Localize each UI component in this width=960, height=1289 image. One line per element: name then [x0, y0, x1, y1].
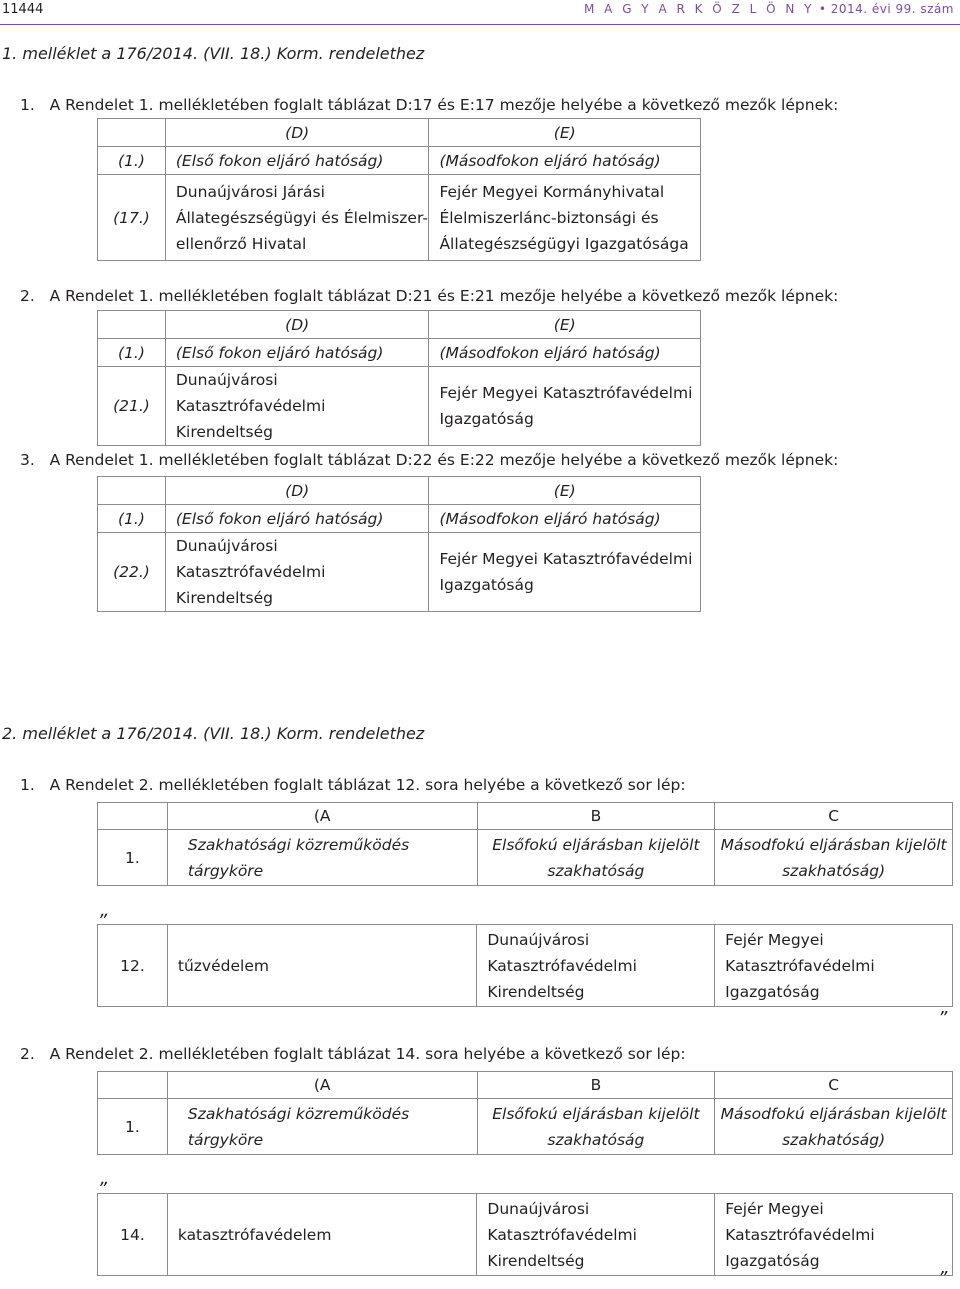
col-d-header: (D): [165, 311, 429, 339]
head-a: Szakhatósági közreműködés tárgyköre: [167, 1099, 477, 1155]
cell-line: Dunaújvárosi: [487, 930, 590, 949]
cell-line: Dunaújvárosi Járási: [175, 182, 325, 201]
col-e-header: (E): [429, 119, 701, 147]
col-d-header: (D): [165, 477, 429, 505]
head-c: [715, 1099, 953, 1155]
cell-line: Másodfokú eljárásban kijelölt: [720, 835, 947, 854]
cell-line: Kirendeltség: [487, 982, 585, 1001]
row-label: (1.): [98, 339, 166, 367]
row-b: [477, 925, 715, 1007]
cell-e: [429, 175, 701, 261]
annex1-title: 1. melléklet a 176/2014. (VII. 18.) Korm. rendelethez: [2, 44, 425, 63]
col-a-header: (A: [167, 803, 477, 830]
open-quote: „: [100, 1168, 110, 1189]
head-e: (Másodfokon eljáró hatóság): [429, 147, 701, 175]
close-quote: ”: [938, 1268, 948, 1289]
col-e-header: (E): [429, 311, 701, 339]
close-quote: ”: [938, 1008, 948, 1029]
col-d-header: (D): [165, 119, 429, 147]
annex1-table3: [97, 476, 701, 612]
journal-title: M A G Y A R K Ö Z L Ö N Y: [584, 2, 815, 16]
cell-line: szakhatóság): [782, 861, 886, 880]
annex1-item3-text: 3. A Rendelet 1. mellékletében foglalt táblázat D:22 és E:22 mezője helyébe a következő mezők lépnek:: [20, 451, 839, 469]
annex2-item1-text: 1. A Rendelet 2. mellékletében foglalt táblázat 12. sora helyébe a következő sor lép:: [20, 776, 686, 794]
cell-line: Állategészségügyi és Élelmiszer-: [175, 208, 428, 227]
cell-line: Fejér Megyei Katasztrófavédelmi: [439, 550, 693, 568]
cell-line: Igazgatóság: [725, 982, 820, 1001]
cell-line: Igazgatóság: [439, 410, 534, 428]
annex2-table1-header: [97, 802, 953, 886]
head-e: (Másodfokon eljáró hatóság): [429, 339, 701, 367]
cell-line: szakhatóság: [547, 1130, 645, 1149]
head-a: Szakhatósági közreműködés tárgyköre: [167, 830, 477, 886]
col-c-header: C: [715, 803, 953, 830]
cell-line: Fejér Megyei Katasztrófavédelmi: [439, 384, 693, 402]
cell-line: Igazgatóság: [725, 1251, 820, 1270]
row-number: (22.): [98, 533, 166, 612]
open-quote: „: [100, 900, 110, 921]
cell-line: Dunaújvárosi Katasztrófavédelmi: [175, 371, 326, 415]
row-a: tűzvédelem: [167, 925, 476, 1007]
head-d: (Első fokon eljáró hatóság): [165, 147, 429, 175]
table-cell-empty: [98, 311, 166, 339]
annex1-table1: [97, 118, 701, 261]
cell-line: Katasztrófavédelmi: [487, 1225, 637, 1244]
annex2-title: 2. melléklet a 176/2014. (VII. 18.) Korm. rendelethez: [2, 724, 425, 743]
cell-line: Elsőfokú eljárásban kijelölt: [492, 835, 700, 854]
cell-line: Fejér Megyei: [725, 1199, 824, 1218]
head-b: [477, 1099, 715, 1155]
head-number: 1.: [98, 830, 168, 886]
cell-line: Dunaújvárosi: [487, 1199, 590, 1218]
col-c-header: C: [715, 1072, 953, 1099]
col-a-header: (A: [167, 1072, 477, 1099]
row-a: katasztrófavédelem: [167, 1194, 477, 1276]
row-label: (1.): [98, 505, 166, 533]
head-e: (Másodfokon eljáró hatóság): [429, 505, 701, 533]
annex1-item1-text: 1. A Rendelet 1. mellékletében foglalt táblázat D:17 és E:17 mezője helyébe a következő mezők lépnek:: [20, 96, 839, 114]
row-c: [715, 1194, 953, 1276]
cell-line: Kirendeltség: [487, 1251, 585, 1270]
header-divider: [0, 24, 960, 25]
page-number: 11444: [2, 2, 44, 17]
table-cell-empty: [98, 1072, 168, 1099]
annex2-table2-row: [97, 1193, 953, 1276]
row-number: (17.): [98, 175, 166, 261]
cell-e: [429, 533, 701, 612]
head-c: [715, 830, 953, 886]
head-number: 1.: [98, 1099, 168, 1155]
cell-d: [165, 367, 429, 446]
cell-line: Dunaújvárosi Katasztrófavédelmi: [175, 537, 326, 581]
cell-line: Katasztrófavédelmi: [487, 956, 637, 975]
head-d: (Első fokon eljáró hatóság): [165, 505, 429, 533]
cell-e: [429, 367, 701, 446]
journal-header: [584, 2, 954, 16]
table-cell-empty: [98, 119, 166, 147]
cell-line: Kirendeltség: [175, 589, 273, 607]
cell-line: Élelmiszerlánc-biztonsági és: [439, 208, 659, 227]
row-label: (1.): [98, 147, 166, 175]
cell-d: [165, 533, 429, 612]
cell-line: Fejér Megyei Kormányhivatal: [439, 182, 665, 201]
cell-d: [165, 175, 429, 261]
cell-line: Katasztrófavédelmi: [725, 956, 875, 975]
annex2-table1-row: [97, 924, 953, 1007]
head-d: (Első fokon eljáró hatóság): [165, 339, 429, 367]
annex1-item2-text: 2. A Rendelet 1. mellékletében foglalt táblázat D:21 és E:21 mezője helyébe a következő mezők lépnek:: [20, 287, 839, 305]
cell-line: szakhatóság: [547, 861, 645, 880]
cell-line: ellenőrző Hivatal: [175, 234, 307, 253]
head-b: [477, 830, 715, 886]
cell-line: Kirendeltség: [175, 423, 273, 441]
annex2-item2-text: 2. A Rendelet 2. mellékletében foglalt táblázat 14. sora helyébe a következő sor lép:: [20, 1045, 686, 1063]
cell-line: Katasztrófavédelmi: [725, 1225, 875, 1244]
issue-number: • 2014. évi 99. szám: [818, 2, 954, 16]
annex1-table2: [97, 310, 701, 446]
col-b-header: B: [477, 1072, 715, 1099]
table-cell-empty: [98, 803, 168, 830]
row-b: [477, 1194, 715, 1276]
col-b-header: B: [477, 803, 715, 830]
row-number: (21.): [98, 367, 166, 446]
annex2-table2-header: [97, 1071, 953, 1155]
col-e-header: (E): [429, 477, 701, 505]
cell-line: szakhatóság): [782, 1130, 886, 1149]
row-number: 12.: [98, 925, 168, 1007]
row-number: 14.: [98, 1194, 168, 1276]
cell-line: Másodfokú eljárásban kijelölt: [720, 1104, 947, 1123]
cell-line: Igazgatóság: [439, 576, 534, 594]
table-cell-empty: [98, 477, 166, 505]
row-c: [715, 925, 953, 1007]
cell-line: Állategészségügyi Igazgatósága: [439, 234, 689, 253]
cell-line: Elsőfokú eljárásban kijelölt: [492, 1104, 700, 1123]
cell-line: Fejér Megyei: [725, 930, 824, 949]
